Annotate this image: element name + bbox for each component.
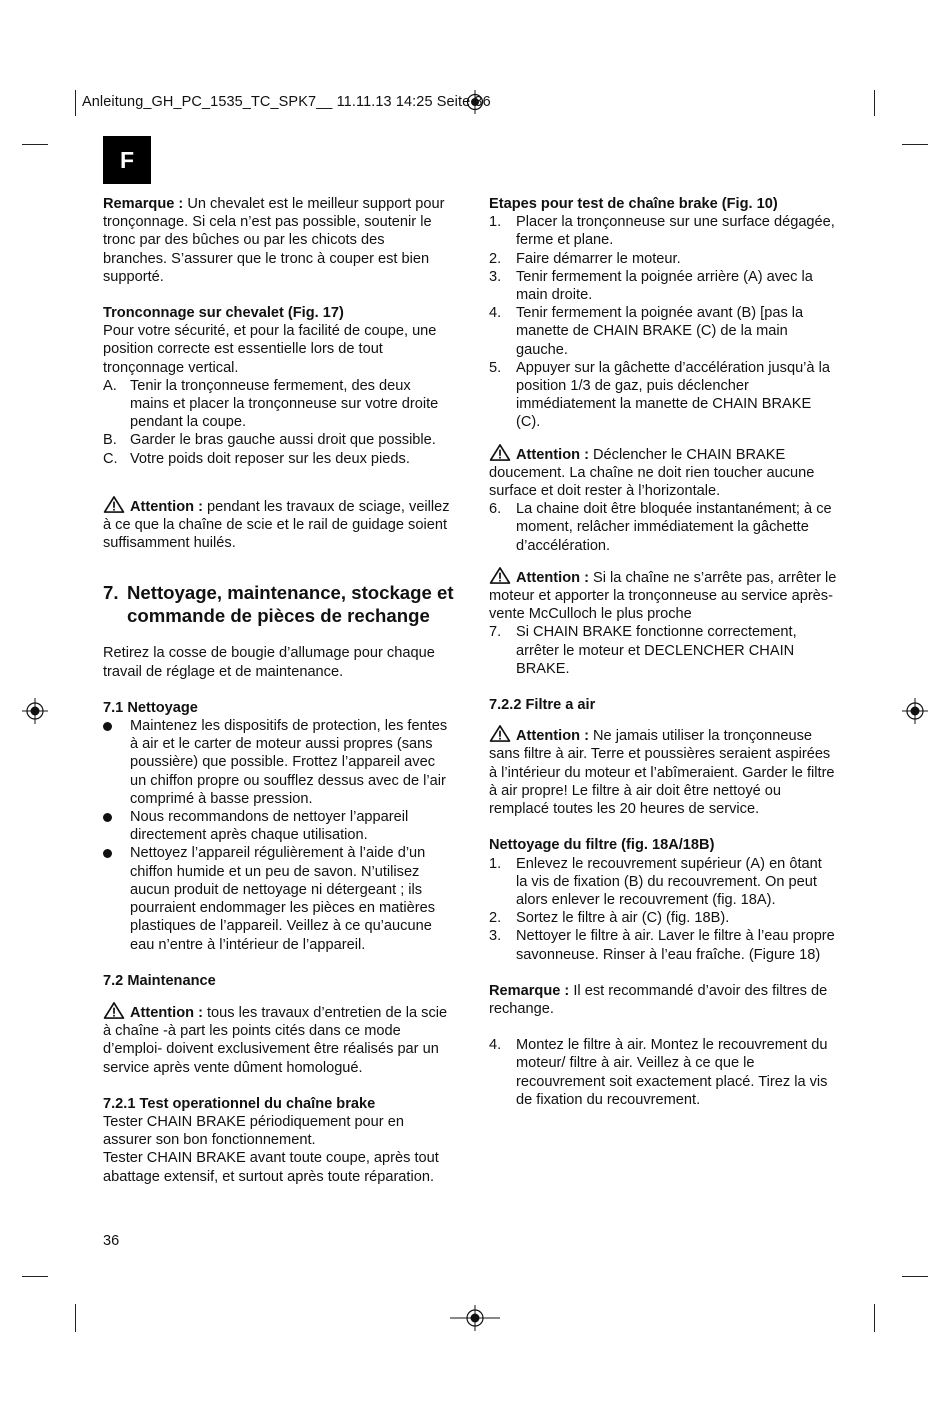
list-item: 3. Nettoyer le filtre à air. Laver le filtre à l’eau propre savonneuse. Rinser à l’eau fraîche. (Figure 18) xyxy=(489,928,835,963)
section-heading: Tronconnage sur chevalet (Fig. 17) xyxy=(103,305,344,322)
paragraph: Pour votre sécurité, et pour la facilité de coupe, une position correcte est essentielle lors de tout tronçonnage vertical. xyxy=(103,323,437,376)
warning-triangle-icon xyxy=(489,725,511,742)
list-item: B. Garder le bras gauche aussi droit que possible. xyxy=(103,432,436,449)
page-number: 36 xyxy=(103,1233,120,1249)
crop-mark xyxy=(75,1304,76,1332)
list-item: 2. Faire démarrer le moteur. xyxy=(489,250,681,267)
section-heading: 7.2.2 Filtre a air xyxy=(489,697,596,714)
crop-mark xyxy=(902,144,928,145)
bullet-item: Nous recommandons de nettoyer l’appareil directement après chaque utilisation. xyxy=(103,808,465,844)
paragraph: Retirez la cosse de bougie d’allumage pour chaque travail de réglage et de maintenance. xyxy=(103,645,435,680)
remark-paragraph: Remarque : Il est recommandé d’avoir des filtres de rechange. xyxy=(489,982,828,1017)
bullet-icon xyxy=(103,722,112,731)
left-column xyxy=(103,195,465,1186)
bullet-item: Nettoyez l’appareil régulièrement à l’aide d’un chiffon humide et un peu de savon. N’utilisez aucun produit de nettoyage ni détergeant ; ils pourraient endommager les pièces en matières plastiques de l’appareil. Veillez à ce qu’aucune eau n’entre à l’intérieur de l’appareil. xyxy=(103,844,465,953)
registration-mark-icon xyxy=(22,698,48,724)
crop-mark xyxy=(874,90,875,116)
bullet-icon xyxy=(103,813,112,822)
list-item: 1. Enlevez le recouvrement supérieur (A) en ôtant la vis de fixation (B) du recouvrement. On peut alors enlever le recouvrement (fig. 18A). xyxy=(489,855,822,908)
attention-note: Attention : Si la chaîne ne s’arrête pas, arrêter le moteur et apporter la tronçonneuse au service après- vente McCulloch le plus proche xyxy=(489,567,854,624)
list-item: 5. Appuyer sur la gâchette d’accélération jusqu’à la position 1/3 de gaz, puis déclencher immédiatement la manette de CHAIN BRAKE (C). xyxy=(489,359,830,431)
crop-mark xyxy=(874,1304,875,1332)
crop-mark xyxy=(22,1276,48,1277)
attention-note: Attention : tous les travaux d’entretien de la scie à chaîne -à part les points cités dans ce mode d’emploi- doivent exclusivement être réalisés par un service après vente dûment homologué. xyxy=(103,1002,465,1077)
list-item: 7. Si CHAIN BRAKE fonctionne correctement, arrêter le moteur et DECLENCHER CHAIN BRAKE. xyxy=(489,624,797,677)
file-header: Anleitung_GH_PC_1535_TC_SPK7__ 11.11.13 14:25 Seite 36 xyxy=(82,94,491,110)
right-column xyxy=(489,195,854,1109)
list-item: A. Tenir la tronçonneuse fermement, des deux mains et placer la tronçonneuse sur votre droite pendant la coupe. xyxy=(103,377,439,431)
attention-note: Attention : pendant les travaux de sciage, veillez à ce que la chaîne de scie et le rail de guidage soient suffisamment huilés. xyxy=(103,496,465,553)
crop-mark xyxy=(22,144,48,145)
bullet-icon xyxy=(103,849,112,858)
language-tag: F xyxy=(103,136,151,184)
warning-triangle-icon xyxy=(103,496,125,513)
paragraph: Tester CHAIN BRAKE périodiquement pour en assurer son bon fonctionnement. Tester CHAIN BRAKE avant toute coupe, après tout abattage extensif, et surtout après toute réparation. xyxy=(103,1113,439,1185)
crop-mark xyxy=(902,1276,928,1277)
list-item: C. Votre poids doit reposer sur les deux pieds. xyxy=(103,450,410,467)
registration-mark-icon xyxy=(450,1305,500,1331)
list-item: 3. Tenir fermement la poignée arrière (A) avec la main droite. xyxy=(489,268,813,304)
warning-triangle-icon xyxy=(489,567,511,584)
list-item: 4. Montez le filtre à air. Montez le recouvrement du moteur/ filtre à air. Veillez à ce que le recouvrement soit exactement placé. Tirez la vis de fixation du recouvrement. xyxy=(489,1037,828,1108)
section-heading: 7.2.1 Test operationnel du chaîne brake xyxy=(103,1095,376,1112)
attention-note: Attention : Déclencher le CHAIN BRAKE doucement. La chaîne ne doit rien toucher aucune surface et doit rester à l’horizontale. xyxy=(489,444,854,501)
remark-paragraph: Remarque : Un chevalet est le meilleur support pour tronçonnage. Si cela n’est pas possible, soutenir le tronc par des bûches ou par les chicots des branches. S’assurer que le tronc à couper est bien supporté. xyxy=(103,196,445,285)
crop-mark xyxy=(75,90,76,116)
section-heading: 7.1 Nettoyage xyxy=(103,699,198,716)
attention-note: Attention : Ne jamais utiliser la tronçonneuse sans filtre à air. Terre et poussières seraient aspirées à l’intérieur du moteur et l’abîmeraient. Garder le filtre à air propre! Le filtre à air doit être nettoyé ou remplacé toutes les 20 heures de service. xyxy=(489,725,854,818)
list-item: 2. Sortez le filtre à air (C) (fig. 18B). xyxy=(489,910,730,927)
list-item: 4. Tenir fermement la poignée avant (B) [pas la manette de CHAIN BRAKE (C) de la main gauche. xyxy=(489,305,804,358)
section-heading: Etapes pour test de chaîne brake (Fig. 10) xyxy=(489,196,778,212)
chapter-heading: 7. Nettoyage, maintenance, stockage et commande de pièces de rechange xyxy=(103,582,454,626)
list-item: 6. La chaine doit être bloquée instantanément; à ce moment, relâcher immédiatement la gâchette d’accélération. xyxy=(489,501,832,554)
bullet-item: Maintenez les dispositifs de protection, les fentes à air et le carter de moteur aussi propres (sans poussière) que possible. Frottez l’appareil avec un chiffon propre ou soufflez dessus avec de l’air comprimé à basse pression. xyxy=(103,717,465,808)
registration-mark-icon xyxy=(902,698,928,724)
section-heading: Nettoyage du filtre (fig. 18A/18B) xyxy=(489,837,715,854)
warning-triangle-icon xyxy=(103,1002,125,1019)
warning-triangle-icon xyxy=(489,444,511,461)
section-heading: 7.2 Maintenance xyxy=(103,972,216,989)
list-item: 1. Placer la tronçonneuse sur une surface dégagée, ferme et plane. xyxy=(489,214,835,249)
